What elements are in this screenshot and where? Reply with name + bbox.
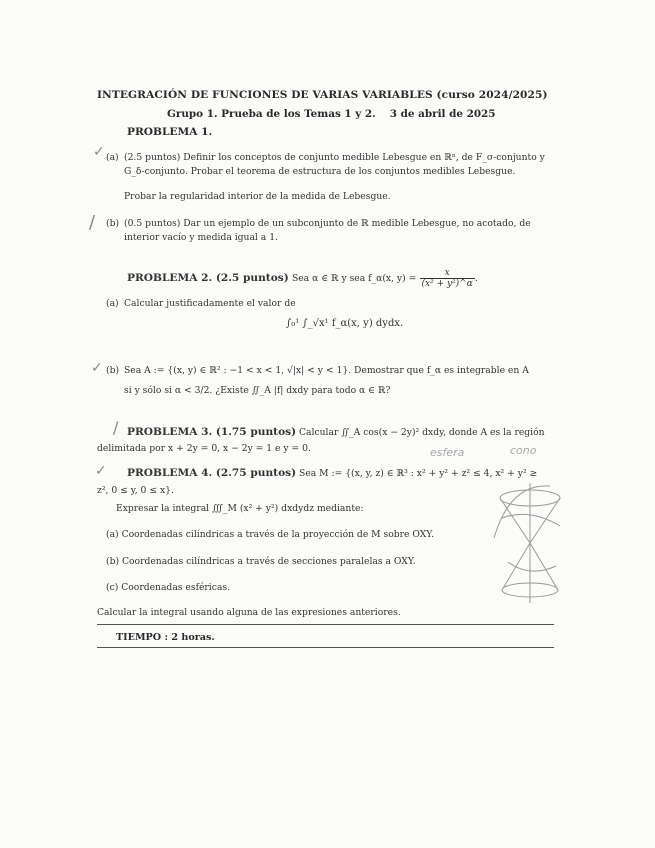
problem2-heading: PROBLEMA 2. (2.5 puntos) [127, 272, 289, 284]
exam-group: Grupo 1. Prueba de los Temas 1 y 2. [167, 108, 376, 120]
cone-sphere-sketch-icon [490, 478, 570, 608]
footer-rule-bottom [97, 647, 554, 648]
problem2-fraction [420, 268, 475, 289]
problem1-a-label: (a) [106, 152, 119, 163]
exam-subtitle [167, 108, 496, 120]
problem4-heading: PROBLEMA 4. (2.75 puntos) [127, 467, 297, 479]
problem2-intro: Sea α ∈ ℝ y sea f_α(x, y) = [291, 273, 417, 284]
handwritten-note-esfera: esfera [430, 446, 465, 459]
problem4-option-b: (b) Coordenadas cilíndricas a través de secciones paralelas a OXY. [106, 556, 416, 567]
check-mark-icon-2: ✓ [91, 360, 103, 376]
problem1-heading: PROBLEMA 1. [127, 126, 213, 138]
problem4-option-c: (c) Coordenadas esféricas. [106, 582, 231, 593]
problem3-line [127, 426, 545, 438]
footer-time-text: TIEMPO : 2 horas. [116, 632, 215, 643]
problem4-line [127, 467, 537, 479]
problem1-a-text: (2.5 puntos) Definir los conceptos de conjunto medible Lebesgue en ℝⁿ, de F_σ-conjunto y G_δ-conjunto. Probar el teorema de estructura de los conjuntos medibles Lebesgue. [124, 152, 545, 178]
problem1-b-label: (b) [106, 218, 120, 229]
problem4-text: Sea M := {(x, y, z) ∈ ℝ³ : x² + y² + z² ≤ 4, x² + y² ≥ [299, 468, 538, 479]
problem2-b-text2: si y sólo si α < 3/2. ¿Existe ∬_A |f| dxdy para todo α ∈ ℝ? [124, 385, 391, 396]
problem2-line: PROBLEMA 2. (2.5 puntos) Sea α ∈ ℝ y sea f_α(x, y) = $\frac{x}{\text{(x² + y²)\textasciicircum{}α}}$ . [127, 268, 478, 289]
check-mark-icon: ✓ [93, 144, 105, 160]
problem3-heading: PROBLEMA 3. (1.75 puntos) [127, 426, 297, 438]
problem2-integral: ∫₀¹ ∫_√x¹ f_α(x, y) dydx. [286, 318, 404, 329]
problem3-text: Calcular ∬_A cos(x − 2y)² dxdy, donde A es la región [299, 427, 545, 438]
problem2-a-label: (a) [106, 298, 119, 309]
problem3-text2: delimitada por x + 2y = 0, x − 2y = 1 e y = 0. [97, 443, 311, 454]
fraction-numerator: x [420, 268, 475, 279]
handwritten-note-cono: cono [510, 444, 537, 457]
problem4-option-a: (a) Coordenadas cilíndricas a través de la proyección de M sobre OXY. [106, 529, 435, 540]
problem1-a-text2: Probar la regularidad interior de la medida de Lebesgue. [124, 191, 391, 202]
problem4-text3: Expresar la integral ∭_M (x² + y²) dxdydz mediante: [116, 503, 364, 514]
problem4-closing: Calcular la integral usando alguna de las expresiones anteriores. [97, 607, 401, 618]
problem1-b-text: (0.5 puntos) Dar un ejemplo de un subconjunto de ℝ medible Lebesgue, no acotado, de interior vacío y medida igual a 1. [124, 218, 531, 244]
problem2-b-label: (b) [106, 365, 120, 376]
slash-mark-icon-2: / [113, 418, 119, 437]
footer-time [116, 632, 215, 643]
problem4-text2: z², 0 ≤ y, 0 ≤ x}. [97, 485, 174, 496]
exam-title: INTEGRACIÓN DE FUNCIONES DE VARIAS VARIABLES (curso 2024/2025) [97, 89, 548, 101]
slash-mark-icon: / [89, 212, 96, 233]
footer-rule-top [97, 624, 554, 625]
problem2-b-text: Sea A := {(x, y) ∈ ℝ² : −1 < x < 1, √|x| < y < 1}. Demostrar que f_α es integrable en A [124, 365, 529, 376]
check-mark-icon-3: ✓ [95, 463, 107, 479]
exam-date: 3 de abril de 2025 [389, 108, 496, 120]
fraction-denominator: (x² + y²)^α [421, 279, 473, 289]
problem2-a-text: Calcular justificadamente el valor de [124, 298, 296, 309]
